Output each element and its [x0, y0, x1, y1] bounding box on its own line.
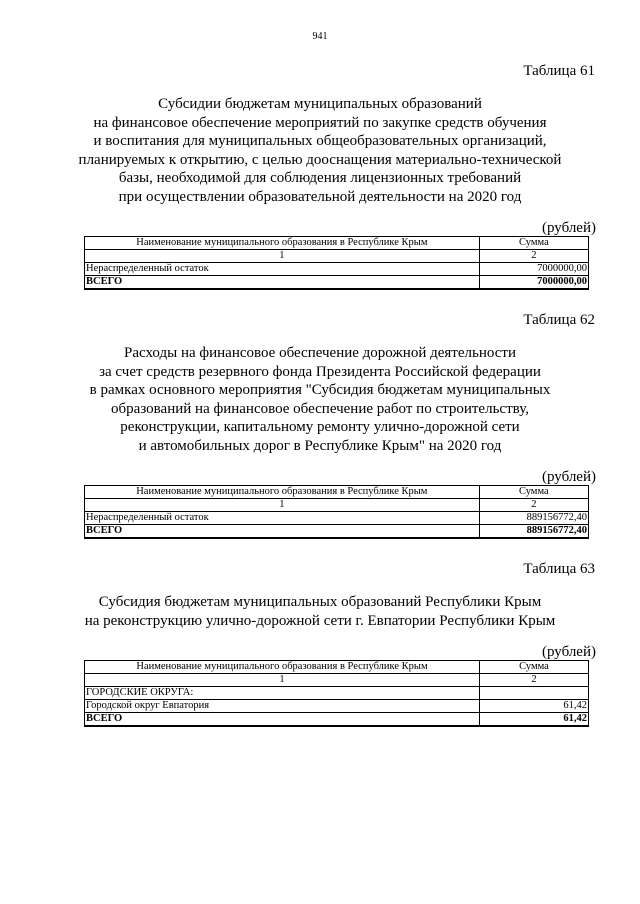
caption-line: и автомобильных дорог в Республике Крым" на 2020 год: [138, 437, 502, 454]
total-name: ВСЕГО: [85, 525, 480, 539]
row-sum: [479, 687, 588, 700]
row-sum: 889156772,40: [479, 512, 588, 525]
header-name: Наименование муниципального образования в Республике Крым: [85, 661, 480, 674]
header-name: Наименование муниципального образования в Республике Крым: [85, 486, 480, 499]
header-sum: Сумма: [479, 237, 588, 250]
column-number: 2: [479, 674, 588, 687]
caption-line: на финансовое обеспечение мероприятий по закупке средств обучения: [93, 114, 547, 131]
table-caption: [40, 95, 600, 206]
table-row: [85, 512, 589, 525]
caption-line: образований на финансовое обеспечение работ по строительству,: [111, 400, 529, 417]
table-61-section: [0, 62, 640, 290]
caption-line: в рамках основного мероприятия "Субсидия бюджетам муниципальных: [89, 382, 551, 398]
units-label: (рублей): [541, 220, 596, 236]
caption-line: за счет средств резервного фонда Президента Российской федерации: [99, 363, 541, 380]
page-number: 941: [312, 31, 328, 42]
table-row: [85, 700, 589, 713]
column-number: 2: [479, 250, 588, 263]
units-label: (рублей): [541, 469, 596, 485]
caption-line: планируемых к открытию, с целью дооснащения материально-технической: [78, 151, 562, 168]
header-name: Наименование муниципального образования в Республике Крым: [85, 237, 480, 250]
table-header-row: [85, 661, 589, 674]
caption-line: Расходы на финансовое обеспечение дорожной деятельности: [124, 345, 516, 361]
table-caption: [40, 593, 600, 630]
row-name: Нераспределенный остаток: [85, 512, 480, 525]
table-62-section: [0, 311, 640, 539]
total-name: ВСЕГО: [85, 276, 480, 290]
table-caption: [40, 344, 600, 455]
header-sum: Сумма: [479, 486, 588, 499]
table-row: [85, 263, 589, 276]
numbering-row: [85, 499, 589, 512]
header-sum: Сумма: [479, 661, 588, 674]
total-row: [85, 276, 589, 290]
caption-line: базы, необходимой для соблюдения лицензионных требований: [118, 170, 522, 186]
numbering-row: [85, 250, 589, 263]
table-header-row: [85, 486, 589, 499]
total-sum: 61,42: [479, 713, 588, 727]
column-number: 1: [85, 674, 480, 687]
row-sum: 61,42: [479, 700, 588, 713]
budget-table: [84, 485, 589, 539]
total-row: [85, 525, 589, 539]
table-row: [85, 687, 589, 700]
units-label: (рублей): [541, 644, 596, 660]
total-sum: 7000000,00: [479, 276, 588, 290]
total-name: ВСЕГО: [85, 713, 480, 727]
budget-table: [84, 236, 589, 290]
row-name: ГОРОДСКИЕ ОКРУГА:: [85, 687, 480, 700]
caption-line: и воспитания для муниципальных общеобразовательных организаций,: [93, 133, 547, 149]
table-header-row: [85, 237, 589, 250]
numbering-row: [85, 674, 589, 687]
table-63-section: [0, 560, 640, 727]
budget-table: [84, 660, 589, 727]
caption-line: Субсидии бюджетам муниципальных образований: [158, 96, 482, 112]
column-number: 1: [85, 250, 480, 263]
caption-line: на реконструкцию улично-дорожной сети г. Евпатории Республики Крым: [84, 612, 556, 629]
total-row: [85, 713, 589, 727]
table-label: Таблица 62: [523, 312, 595, 328]
caption-line: реконструкции, капитальному ремонту улично-дорожной сети: [120, 419, 520, 435]
column-number: 1: [85, 499, 480, 512]
table-label: Таблица 61: [523, 63, 595, 79]
caption-line: Субсидия бюджетам муниципальных образований Республики Крым: [98, 594, 542, 610]
table-label: Таблица 63: [523, 561, 595, 577]
total-sum: 889156772,40: [479, 525, 588, 539]
row-name: Городской округ Евпатория: [85, 700, 480, 713]
caption-line: при осуществлении образовательной деятельности на 2020 год: [118, 188, 522, 205]
row-name: Нераспределенный остаток: [85, 263, 480, 276]
column-number: 2: [479, 499, 588, 512]
row-sum: 7000000,00: [479, 263, 588, 276]
